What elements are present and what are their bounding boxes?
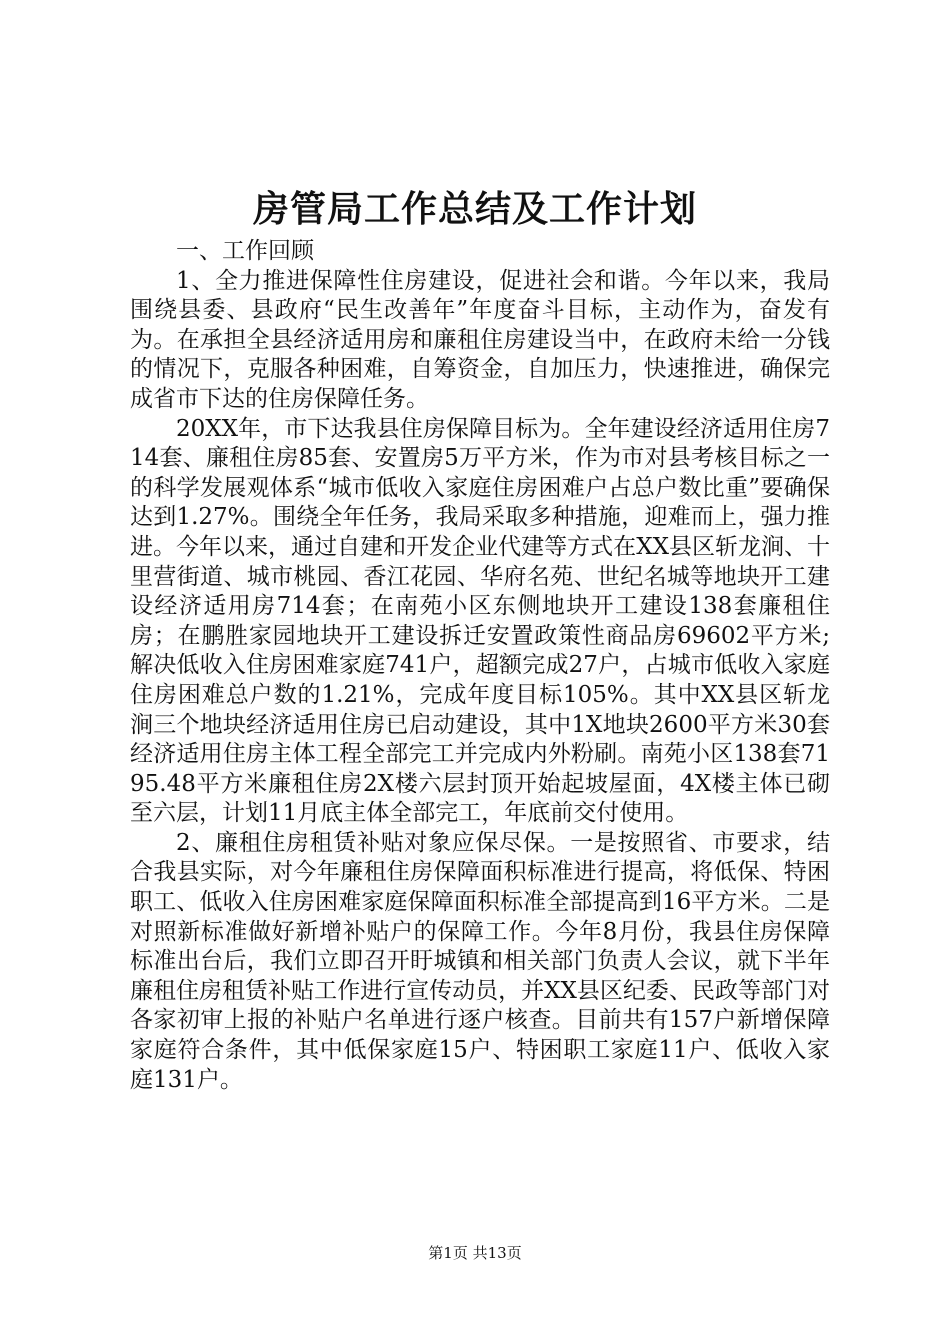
document-body [130, 237, 830, 1095]
paragraph: 1、全力推进保障性住房建设，促进社会和谐。今年以来，我局围绕县委、县政府“民生改善年”年度奋斗目标，主动作为，奋发有为。在承担全县经济适用房和廉租住房建设当中，在政府未给一分钱的情况下，克服各种困难，自筹资金，自加压力，快速推进，确保完成省市下达的住房保障任务。 [130, 267, 830, 412]
paragraph: 2、廉租住房租赁补贴对象应保尽保。一是按照省、市要求，结合我县实际，对今年廉租住房保障面积标准进行提高，将低保、特困职工、低收入住房困难家庭保障面积标准全部提高到16平方米。二是对照新标准做好新增补贴户的保障工作。今年8月份，我县住房保障标准出台后，我们立即召开盱城镇和相关部门负责人会议，就下半年廉租住房租赁补贴工作进行宣传动员，并XX县区纪委、民政等部门对各家初审上报的补贴户名单进行逐户核查。目前共有157户新增保障家庭符合条件，其中低保家庭15户、特困职工家庭11户、低收入家庭131户。 [130, 829, 830, 1093]
document-title: 房管局工作总结及工作计划 [252, 188, 697, 230]
section-heading: 一、工作回顾 [176, 238, 314, 264]
page-number-footer: 第1页 共13页 [428, 1244, 522, 1262]
paragraph: 20XX年，市下达我县住房保障目标为。全年建设经济适用住房714套、廉租住房85套、安置房5万平方米，作为市对县考核目标之一的科学发展观体系“城市低收入家庭住房困难户占总户数比重”要确保达到1.27%。围绕全年任务，我局采取多种措施，迎难而上，强力推进。今年以来，通过自建和开发企业代建等方式在XX县区斩龙涧、十里营街道、城市桃园、香江花园、华府名苑、世纪名城等地块开工建设经济适用房714套；在南苑小区东侧地块开工建设138套廉租住房；在鹏胜家园地块开工建设拆迁安置政策性商品房69602平方米;解决低收入住房困难家庭741户，超额完成27户，占城市低收入家庭住房困难总户数的1.21%，完成年度目标105%。其中XX县区斩龙涧三个地块经济适用住房已启动建设，其中1X地块2600平方米30套经济适用住房主体工程全部完工并完成内外粉刷。南苑小区138套7195.48平方米廉租住房2X楼六层封顶开始起坡屋面，4X楼主体已砌至六层，计划11月底主体全部完工，年底前交付使用。 [130, 415, 830, 827]
